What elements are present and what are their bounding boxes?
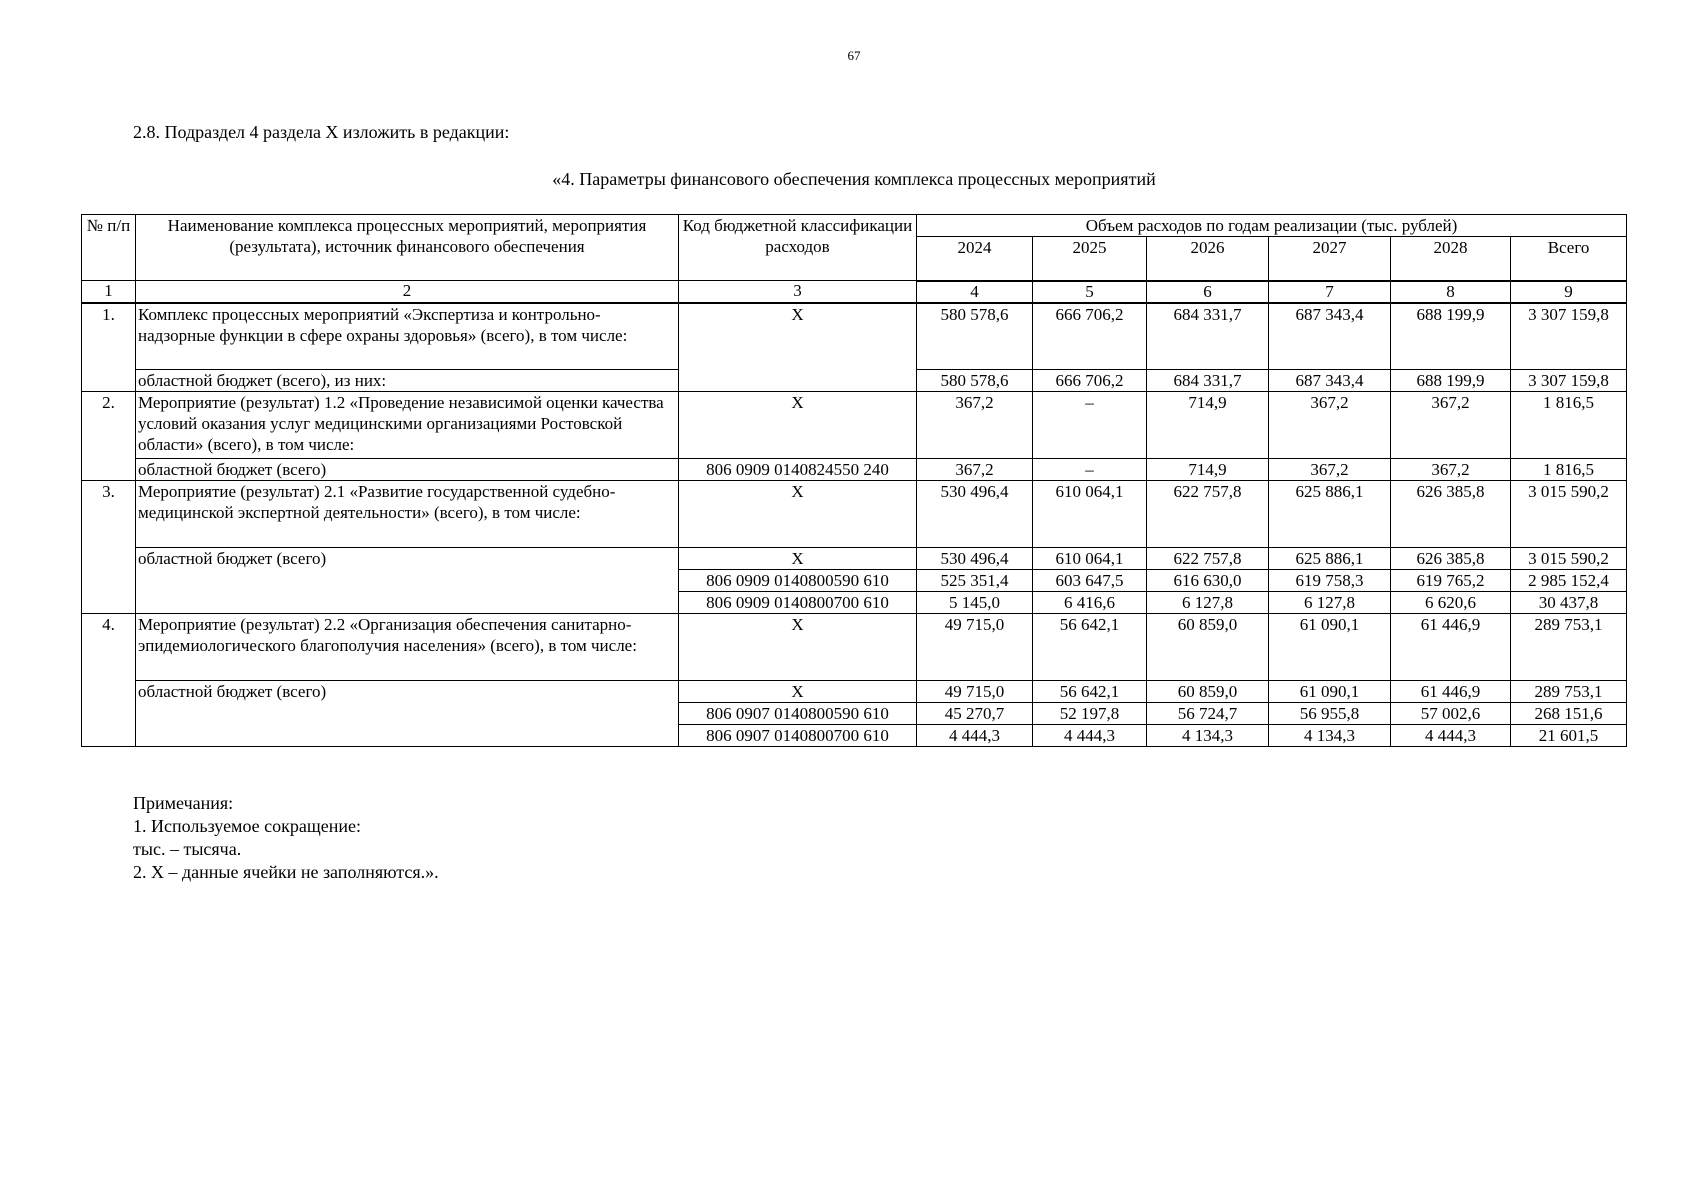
notes-line: 2. X – данные ячейки не заполняются.». (133, 862, 439, 882)
value-cell: 5 145,0 (917, 592, 1033, 614)
value-cell: 56 724,7 (1147, 703, 1269, 725)
value-cell: 6 127,8 (1269, 592, 1391, 614)
row-code: 806 0909 0140800700 610 (679, 592, 917, 614)
index-cell: 9 (1511, 281, 1627, 303)
value-cell: 367,2 (917, 392, 1033, 459)
row-source: областной бюджет (всего) (136, 459, 679, 481)
value-cell: 4 444,3 (1391, 725, 1511, 747)
row-code: 806 0909 0140800590 610 (679, 570, 917, 592)
value-cell: 49 715,0 (917, 681, 1033, 703)
table-row (82, 681, 1627, 703)
value-cell: 60 859,0 (1147, 681, 1269, 703)
row-number: 3. (82, 481, 136, 614)
page-number: 67 (847, 48, 861, 63)
header-year-2026: 2026 (1147, 237, 1269, 281)
value-cell: 530 496,4 (917, 548, 1033, 570)
value-cell: 4 134,3 (1147, 725, 1269, 747)
value-cell: 57 002,6 (1391, 703, 1511, 725)
row-code: X (679, 681, 917, 703)
row-title: Мероприятие (результат) 2.2 «Организация обеспечения санитарно-эпидемиологического благополучия населения» (всего), в том числе: (136, 614, 679, 681)
index-cell: 6 (1147, 281, 1269, 303)
header-num: № п/п (82, 215, 136, 281)
value-cell: 367,2 (917, 459, 1033, 481)
header-total: Всего (1511, 237, 1627, 281)
value-cell: 4 444,3 (1033, 725, 1147, 747)
header-year-2025: 2025 (1033, 237, 1147, 281)
value-cell: 49 715,0 (917, 614, 1033, 681)
value-cell: 580 578,6 (917, 370, 1033, 392)
row-number: 1. (82, 303, 136, 392)
value-cell: 616 630,0 (1147, 570, 1269, 592)
value-cell: 666 706,2 (1033, 370, 1147, 392)
value-cell: 619 765,2 (1391, 570, 1511, 592)
value-cell: 4 134,3 (1269, 725, 1391, 747)
row-number: 4. (82, 614, 136, 747)
row-source: областной бюджет (всего) (136, 681, 679, 747)
index-cell: 5 (1033, 281, 1147, 303)
notes-line: 1. Используемое сокращение: (133, 816, 361, 836)
value-cell: 1 816,5 (1511, 459, 1627, 481)
value-cell: 2 985 152,4 (1511, 570, 1627, 592)
value-cell: 367,2 (1269, 392, 1391, 459)
index-cell: 7 (1269, 281, 1391, 303)
value-cell: 61 090,1 (1269, 681, 1391, 703)
index-cell: 3 (679, 281, 917, 303)
header-name: Наименование комплекса процессных мероприятий, мероприятия (результата), источник финансового обеспечения (136, 215, 679, 281)
index-cell: 8 (1391, 281, 1511, 303)
value-cell: 30 437,8 (1511, 592, 1627, 614)
value-cell: 625 886,1 (1269, 481, 1391, 548)
table-row (82, 303, 1627, 370)
value-cell: 6 416,6 (1033, 592, 1147, 614)
row-code: 806 0909 0140824550 240 (679, 459, 917, 481)
value-cell: 367,2 (1391, 392, 1511, 459)
row-code: X (679, 303, 917, 392)
row-code: 806 0907 0140800700 610 (679, 725, 917, 747)
value-cell: 684 331,7 (1147, 370, 1269, 392)
column-index-row (82, 281, 1627, 303)
value-cell: 580 578,6 (917, 303, 1033, 370)
table-row (82, 459, 1627, 481)
header-year-2024: 2024 (917, 237, 1033, 281)
row-title: Мероприятие (результат) 1.2 «Проведение независимой оценки качества условий оказания услуг медицинскими организациями Ростовской области» (всего), в том числе: (136, 392, 679, 459)
value-cell: 687 343,4 (1269, 370, 1391, 392)
value-cell: 622 757,8 (1147, 481, 1269, 548)
value-cell: 268 151,6 (1511, 703, 1627, 725)
row-source: областной бюджет (всего), из них: (136, 370, 679, 392)
table-row (82, 481, 1627, 548)
value-cell: 626 385,8 (1391, 481, 1511, 548)
notes-line: тыс. – тысяча. (133, 839, 242, 859)
value-cell: 61 446,9 (1391, 614, 1511, 681)
value-cell: 666 706,2 (1033, 303, 1147, 370)
value-cell: 625 886,1 (1269, 548, 1391, 570)
value-cell: 3 015 590,2 (1511, 548, 1627, 570)
value-cell: 60 859,0 (1147, 614, 1269, 681)
index-cell: 1 (82, 281, 136, 303)
value-cell: 6 620,6 (1391, 592, 1511, 614)
value-cell: 61 090,1 (1269, 614, 1391, 681)
financing-table (81, 214, 1627, 747)
row-code: X (679, 392, 917, 459)
value-cell: – (1033, 459, 1147, 481)
value-cell: 610 064,1 (1033, 481, 1147, 548)
value-cell: 289 753,1 (1511, 681, 1627, 703)
value-cell: 688 199,9 (1391, 303, 1511, 370)
header-year-2027: 2027 (1269, 237, 1391, 281)
row-number: 2. (82, 392, 136, 481)
value-cell: 289 753,1 (1511, 614, 1627, 681)
value-cell: 367,2 (1269, 459, 1391, 481)
value-cell: 603 647,5 (1033, 570, 1147, 592)
table-row (82, 548, 1627, 570)
value-cell: 714,9 (1147, 392, 1269, 459)
table-row (82, 392, 1627, 459)
table-title: «4. Параметры финансового обеспечения комплекса процессных мероприятий (552, 169, 1156, 189)
value-cell: 6 127,8 (1147, 592, 1269, 614)
value-cell: 367,2 (1391, 459, 1511, 481)
index-cell: 4 (917, 281, 1033, 303)
notes-heading: Примечания: (133, 793, 234, 813)
index-cell: 2 (136, 281, 679, 303)
value-cell: 714,9 (1147, 459, 1269, 481)
header-volume: Объем расходов по годам реализации (тыс. рублей) (917, 215, 1627, 237)
table-row (82, 614, 1627, 681)
row-title: Мероприятие (результат) 2.1 «Развитие государственной судебно-медицинской экспертной деятельности» (всего), в том числе: (136, 481, 679, 548)
value-cell: 3 307 159,8 (1511, 303, 1627, 370)
row-code: 806 0907 0140800590 610 (679, 703, 917, 725)
value-cell: 688 199,9 (1391, 370, 1511, 392)
value-cell: 61 446,9 (1391, 681, 1511, 703)
row-source: областной бюджет (всего) (136, 548, 679, 614)
value-cell: – (1033, 392, 1147, 459)
value-cell: 21 601,5 (1511, 725, 1627, 747)
value-cell: 56 955,8 (1269, 703, 1391, 725)
value-cell: 56 642,1 (1033, 681, 1147, 703)
row-code: X (679, 614, 917, 681)
value-cell: 626 385,8 (1391, 548, 1511, 570)
value-cell: 56 642,1 (1033, 614, 1147, 681)
header-year-2028: 2028 (1391, 237, 1511, 281)
value-cell: 1 816,5 (1511, 392, 1627, 459)
value-cell: 530 496,4 (917, 481, 1033, 548)
value-cell: 610 064,1 (1033, 548, 1147, 570)
header-code: Код бюджетной классификации расходов (679, 215, 917, 281)
value-cell: 45 270,7 (917, 703, 1033, 725)
value-cell: 3 015 590,2 (1511, 481, 1627, 548)
value-cell: 525 351,4 (917, 570, 1033, 592)
row-code: X (679, 481, 917, 548)
notes-block (133, 792, 439, 884)
value-cell: 52 197,8 (1033, 703, 1147, 725)
value-cell: 4 444,3 (917, 725, 1033, 747)
value-cell: 619 758,3 (1269, 570, 1391, 592)
row-code: X (679, 548, 917, 570)
value-cell: 3 307 159,8 (1511, 370, 1627, 392)
value-cell: 687 343,4 (1269, 303, 1391, 370)
row-title: Комплекс процессных мероприятий «Экспертиза и контрольно-надзорные функции в сфере охраны здоровья» (всего), в том числе: (136, 303, 679, 370)
intro-text: 2.8. Подраздел 4 раздела X изложить в редакции: (133, 122, 510, 142)
value-cell: 684 331,7 (1147, 303, 1269, 370)
value-cell: 622 757,8 (1147, 548, 1269, 570)
